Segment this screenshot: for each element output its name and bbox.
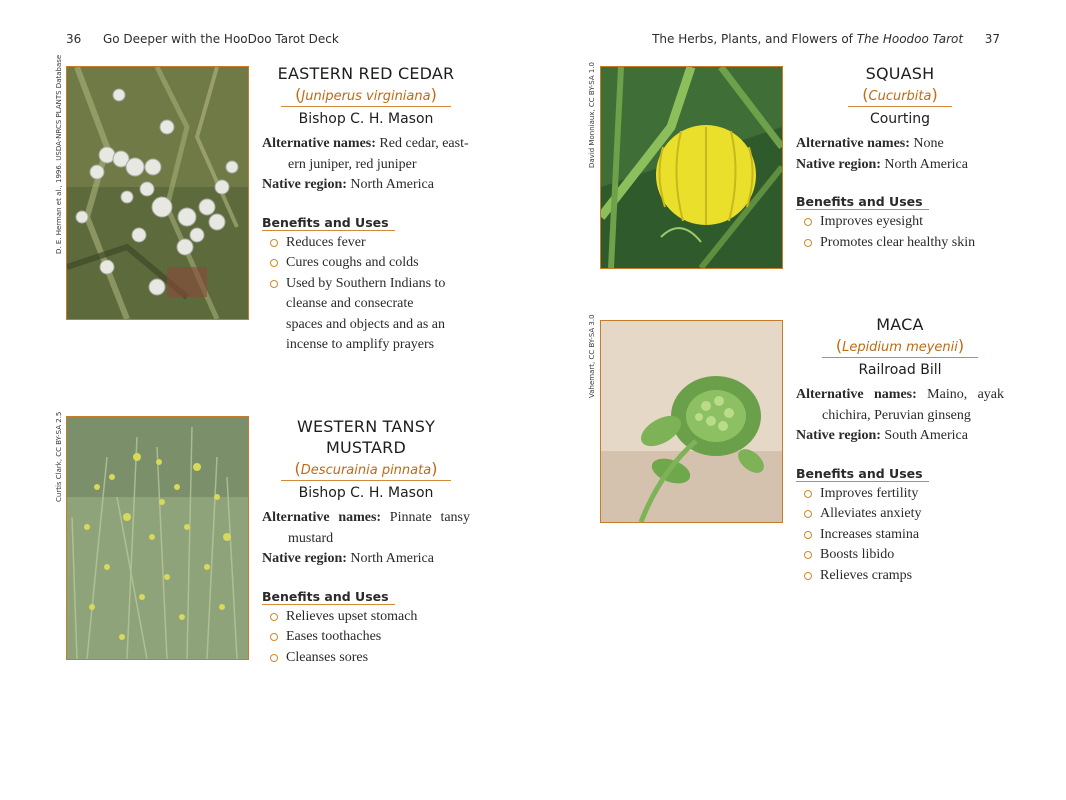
tarot-card-name: Bishop C. H. Mason <box>298 111 434 127</box>
native-region: Native region: North America <box>262 177 434 192</box>
photo-credit-cedar: D. E. Herman et al., 1996. USDA-NRCS PLANTS Database <box>55 54 63 254</box>
plant-name: WESTERN TANSY MUSTARD <box>296 417 436 457</box>
benefits-list <box>262 233 470 356</box>
benefits-heading: Benefits and Uses <box>796 466 929 482</box>
bullet-icon <box>270 280 278 288</box>
photo-western-tansy-mustard <box>66 416 249 660</box>
benefits-heading: Benefits and Uses <box>796 194 929 210</box>
entry-eastern-red-cedar <box>262 63 470 356</box>
bullet-icon <box>804 531 812 539</box>
bullet-icon <box>804 218 812 226</box>
list-item: Reduces fever <box>262 233 470 254</box>
photo-maca <box>600 320 783 523</box>
bullet-icon <box>804 572 812 580</box>
photo-credit-maca: Vahemart, CC BY-SA 3.0 <box>588 314 596 398</box>
bullet-icon <box>804 551 812 559</box>
latin-name: (Cucurbita) <box>848 85 951 107</box>
photo-credit-squash: David Monniaux, CC BY-SA 1.0 <box>588 61 596 168</box>
left-running-header <box>66 32 339 46</box>
benefits-heading: Benefits and Uses <box>262 589 395 605</box>
tarot-card-name: Bishop C. H. Mason <box>298 485 434 501</box>
list-item: Improves eyesight <box>796 212 1004 233</box>
photo-eastern-red-cedar <box>66 66 249 320</box>
plant-name: SQUASH <box>865 64 935 83</box>
bullet-icon <box>804 510 812 518</box>
latin-name: (Descurainia pinnata) <box>281 459 452 481</box>
native-region: Native region: North America <box>262 551 434 566</box>
alternative-names: Alternative names: Pinnate tansy mustard <box>262 510 471 546</box>
list-item: Relieves upset stomach <box>262 607 470 628</box>
bullet-icon <box>270 613 278 621</box>
alternative-names: Alternative names: Red cedar, east- ern juniper, red juniper <box>262 136 469 172</box>
benefits-heading: Benefits and Uses <box>262 215 395 231</box>
benefits-list <box>262 607 470 669</box>
native-region: Native region: North America <box>796 156 968 172</box>
photo-credit-tansy: Curtis Clark, CC BY-SA 2.5 <box>55 411 63 502</box>
list-item: Boosts libido <box>796 545 1004 566</box>
list-item: Used by Southern Indians to cleanse and consecrate spaces and objects and as an incense to amplify prayers <box>262 274 470 356</box>
tarot-card-name: Railroad Bill <box>858 362 942 378</box>
entry-maca <box>796 314 1004 586</box>
list-item: Promotes clear healthy skin <box>796 233 1004 254</box>
native-region: Native region: South America <box>796 428 968 443</box>
right-running-title: The Herbs, Plants, and Flowers of The Hoodoo Tarot <box>652 32 964 46</box>
list-item: Cleanses sores <box>262 648 470 669</box>
list-item: Eases toothaches <box>262 627 470 648</box>
bullet-icon <box>270 633 278 641</box>
left-running-title: Go Deeper with the HooDoo Tarot Deck <box>102 32 339 46</box>
left-page-number: 36 <box>66 32 82 46</box>
right-running-header <box>652 32 1000 46</box>
bullet-icon <box>804 239 812 247</box>
entry-western-tansy-mustard <box>262 416 470 668</box>
alternative-names: Alternative names: None <box>796 136 944 151</box>
bullet-icon <box>270 239 278 247</box>
bullet-icon <box>270 654 278 662</box>
alternative-names: Alternative names: Maino, ayak chichira, Peruvian ginseng <box>796 387 1005 423</box>
list-item: Cures coughs and colds <box>262 253 470 274</box>
photo-squash <box>600 66 783 269</box>
plant-name: EASTERN RED CEDAR <box>277 64 455 83</box>
bullet-icon <box>270 259 278 267</box>
list-item: Increases stamina <box>796 525 1004 546</box>
latin-name: (Juniperus virginiana) <box>281 85 451 107</box>
benefits-list <box>796 484 1004 587</box>
list-item: Alleviates anxiety <box>796 504 1004 525</box>
benefits-list <box>796 212 1004 253</box>
bullet-icon <box>804 490 812 498</box>
list-item: Relieves cramps <box>796 566 1004 587</box>
tarot-card-name: Courting <box>869 111 931 127</box>
entry-squash <box>796 63 1004 253</box>
plant-name: MACA <box>876 315 924 334</box>
right-page-number: 37 <box>984 32 1000 46</box>
list-item: Improves fertility <box>796 484 1004 505</box>
latin-name: (Lepidium meyenii) <box>822 336 978 358</box>
